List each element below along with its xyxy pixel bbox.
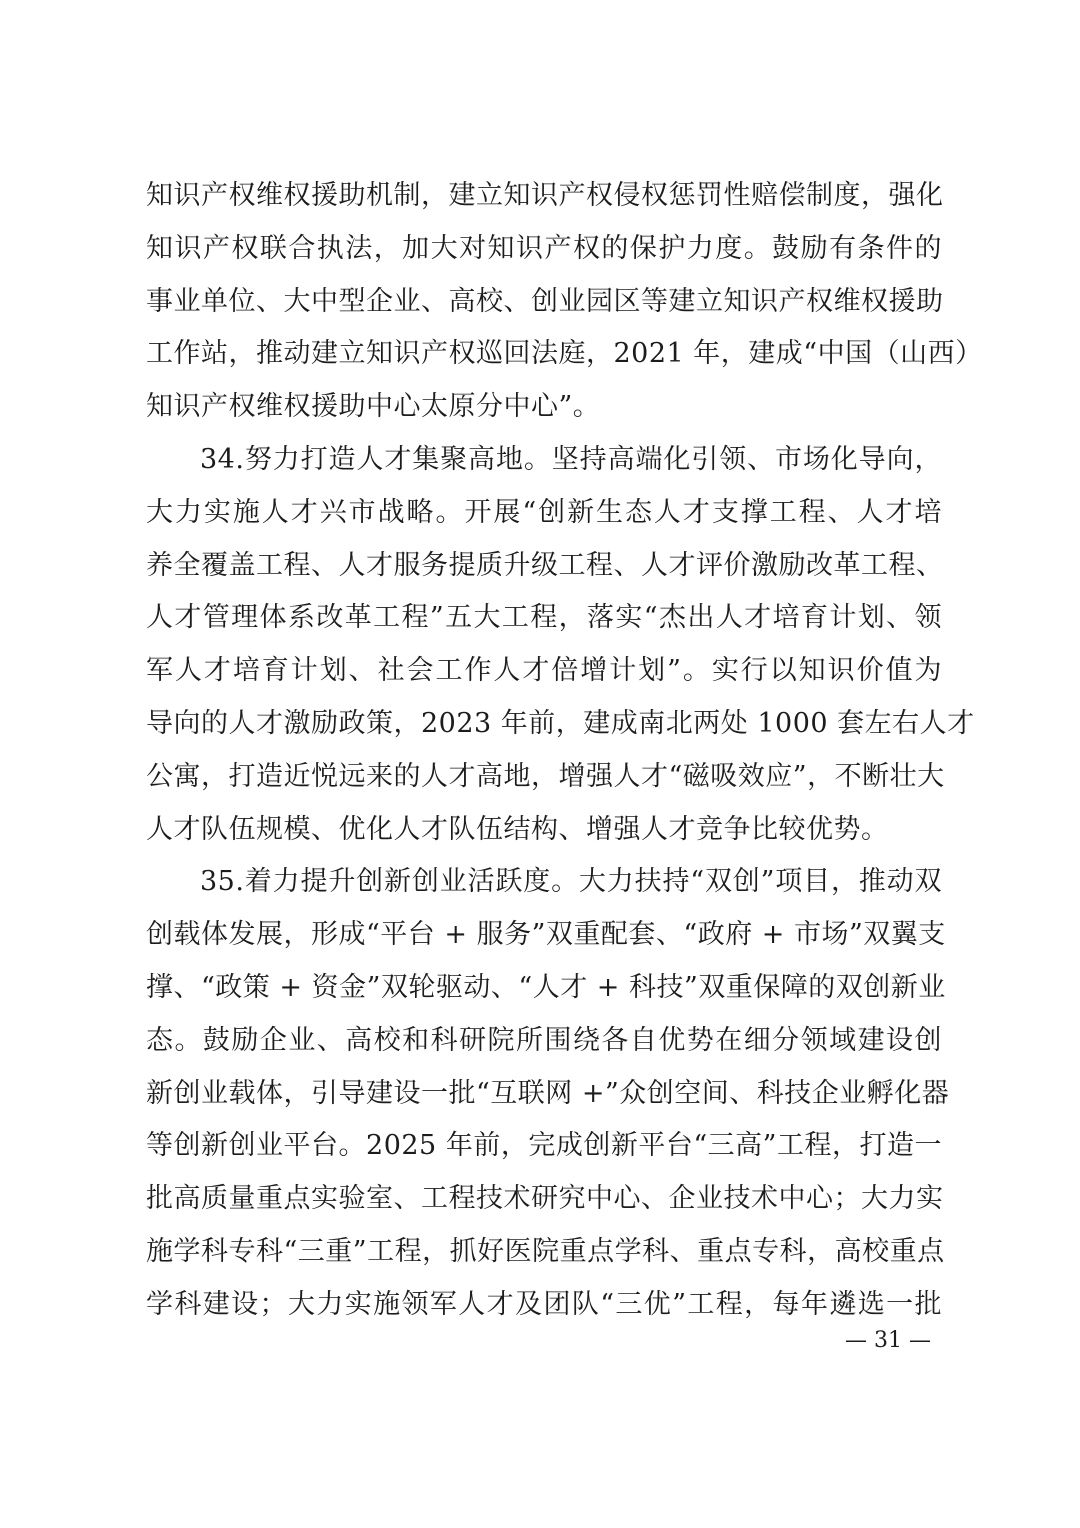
body-text xyxy=(146,170,983,1332)
text-line: 导向的人才激励政策，2023 年前，建成南北两处 1000 套左右人才 xyxy=(146,707,975,739)
text-line: 知识产权联合执法，加大对知识产权的保护力度。鼓励有条件的 xyxy=(146,232,942,264)
text-line: 军人才培育计划、社会工作人才倍增计划”。实行以知识价值为 xyxy=(146,655,942,687)
page-number: — 31 — xyxy=(845,1328,931,1353)
text-line: 知识产权维权援助中心太原分中心”。 xyxy=(146,391,601,423)
paragraph-34-first-line: 34.努力打造人才集聚高地。坚持高端化引领、市场化导向， xyxy=(200,443,942,475)
text-line: 新创业载体，引导建设一批“互联网 +”众创空间、科技企业孵化器 xyxy=(146,1077,950,1109)
text-line: 公寓，打造近悦远来的人才高地，增强人才“磁吸效应”，不断壮大 xyxy=(146,760,945,792)
text-line: 学科建设；大力实施领军人才及团队“三优”工程，每年遴选一批 xyxy=(146,1288,942,1320)
text-line: 知识产权维权援助机制，建立知识产权侵权惩罚性赔偿制度，强化 xyxy=(146,180,944,211)
text-line: 大力实施人才兴市战略。开展“创新生态人才支撑工程、人才培 xyxy=(146,496,942,528)
text-line: 人才队伍规模、优化人才队伍结构、增强人才竞争比较优势。 xyxy=(146,813,889,845)
paragraph-35-first-line: 35.着力提升创新创业活跃度。大力扶持“双创”项目，推动双 xyxy=(200,866,942,898)
text-line: 撑、“政策 + 资金”双轮驱动、“人才 + 科技”双重保障的双创新业 xyxy=(146,971,946,1003)
text-line: 创载体发展，形成“平台 + 服务”双重配套、“政府 + 市场”双翼支 xyxy=(146,919,946,951)
text-line: 人才管理体系改革工程”五大工程，落实“杰出人才培育计划、领 xyxy=(146,602,942,634)
text-line: 态。鼓励企业、高校和科研院所围绕各自优势在细分领域建设创 xyxy=(146,1024,942,1056)
text-line: 事业单位、大中型企业、高校、创业园区等建立知识产权维权援助 xyxy=(146,285,944,317)
text-line: 批高质量重点实验室、工程技术研究中心、企业技术中心；大力实 xyxy=(146,1183,944,1215)
text-line: 施学科专科“三重”工程，抓好医院重点学科、重点专科，高校重点 xyxy=(146,1235,945,1267)
text-line: 养全覆盖工程、人才服务提质升级工程、人才评价激励改革工程、 xyxy=(146,549,944,581)
text-line: 等创新创业平台。2025 年前，完成创新平台“三高”工程，打造一 xyxy=(146,1130,942,1162)
text-line: 工作站，推动建立知识产权巡回法庭，2021 年，建成“中国（山西） xyxy=(146,338,983,370)
